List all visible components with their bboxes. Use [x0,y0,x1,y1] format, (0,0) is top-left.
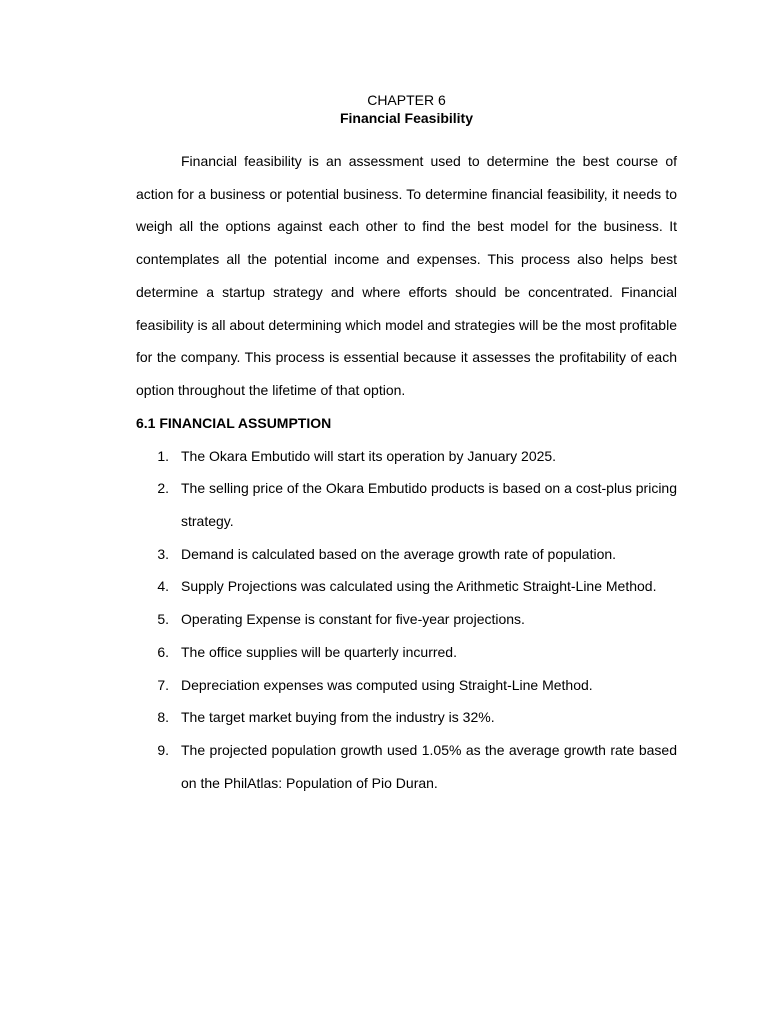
assumption-number: 4. [157,578,169,595]
assumption-text: The Okara Embutido will start its operation by January 2025. [181,447,557,464]
assumption-item [136,669,677,702]
assumption-text: The office supplies will be quarterly incurred. [181,643,457,660]
assumption-number: 7. [157,676,169,693]
assumption-number: 6. [157,643,169,660]
assumption-text: Demand is calculated based on the average growth rate of population. [181,545,617,562]
assumption-number: 3. [157,545,169,562]
section-heading: 6.1 FINANCIAL ASSUMPTION [136,414,332,431]
assumption-text: The selling price of the Okara Embutido products is based on a cost-plus pricing strategy. [181,480,677,530]
assumption-item [136,570,677,603]
chapter-title: Financial Feasibility [339,110,474,126]
assumption-text: The projected population growth used 1.05% as the average growth rate based on the PhilAtlas: Population of Pio Duran. [181,741,677,791]
assumption-item [136,472,677,537]
assumption-number: 9. [157,741,169,758]
assumptions-list [136,440,677,800]
assumption-item [136,603,677,636]
assumption-item [136,440,677,473]
assumption-text: Supply Projections was calculated using the Arithmetic Straight-Line Method. [181,578,657,595]
assumption-item [136,734,677,799]
assumption-text: The target market buying from the industry is 32%. [181,709,495,726]
assumption-text: Depreciation expenses was computed using Straight-Line Method. [181,676,593,693]
assumption-item [136,701,677,734]
document-body [136,92,677,799]
chapter-label: CHAPTER 6 [367,92,446,108]
assumption-number: 1. [157,447,169,464]
intro-paragraph: Financial feasibility is an assessment used to determine the best course of action for a business or potential business. To determine financial feasibility, it needs to weigh all the options against each other to find the best model for the business. It contemplates all the potential income and expenses. This process also helps best determine a startup strategy and where efforts should be concentrated. Financial feasibility is all about determining which model and strategies will be the most profitable for the company. This process is essential because it assesses the profitability of each option throughout the lifetime of that option. [136,153,677,398]
assumption-number: 8. [157,709,169,726]
assumption-number: 2. [157,480,169,497]
assumption-number: 5. [157,611,169,628]
assumption-item [136,636,677,669]
assumption-item [136,538,677,571]
assumption-text: Operating Expense is constant for five-year projections. [181,611,525,628]
